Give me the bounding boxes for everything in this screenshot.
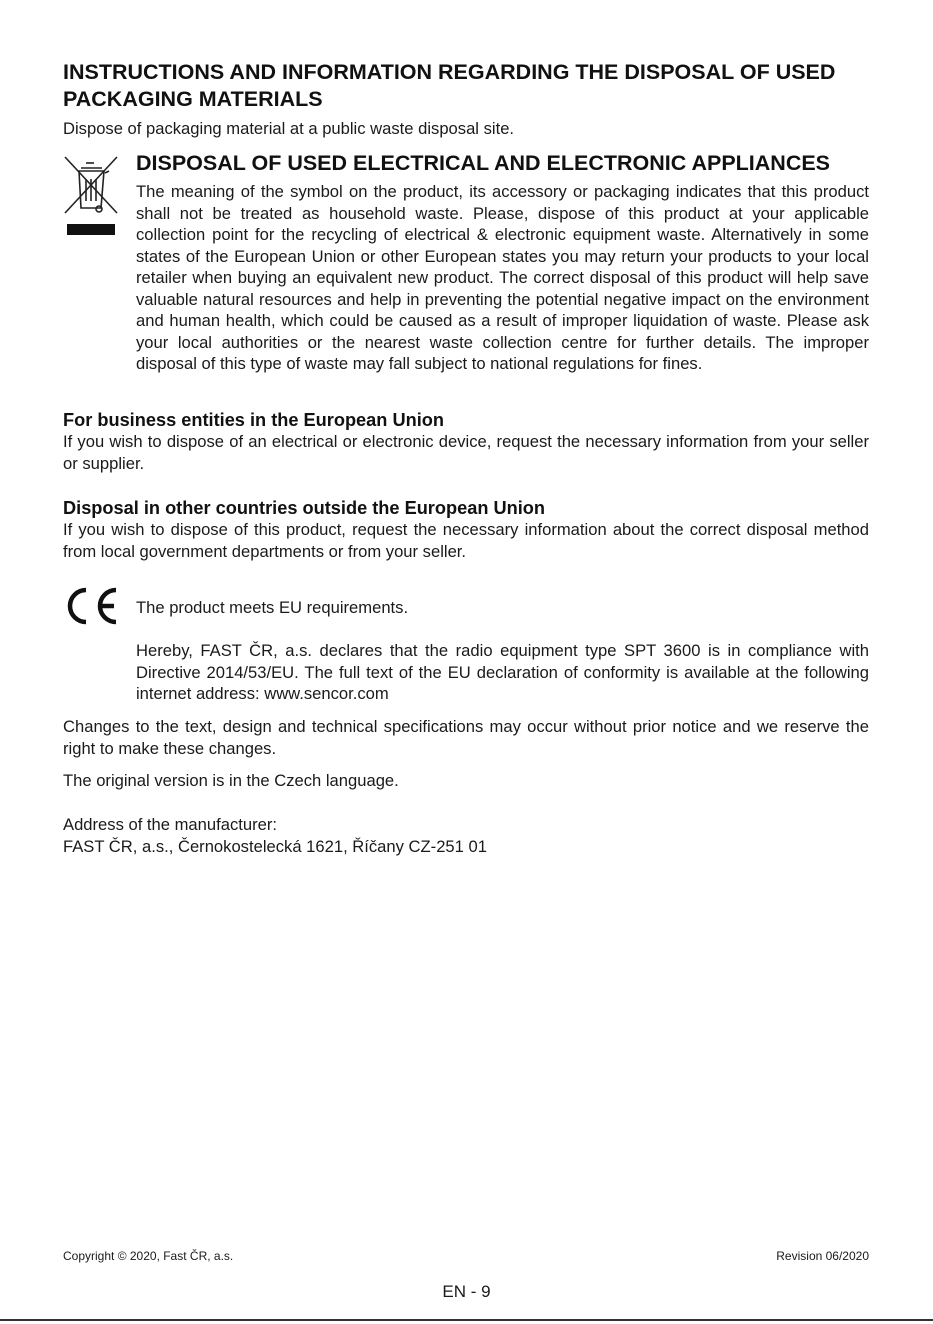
weee-heading: DISPOSAL OF USED ELECTRICAL AND ELECTRONIC APPLIANCES: [136, 151, 831, 175]
ce-declaration-text: Hereby, FAST ČR, a.s. declares that the radio equipment type SPT 3600 is in compliance with Directive 2014/53/EU. The full text of the EU declaration of conformity is available at the following internet address: www.sencor.com: [136, 641, 869, 703]
manufacturer-address: FAST ČR, a.s., Černokostelecká 1621, Říčany CZ-251 01: [63, 837, 487, 856]
revision-text: Revision 06/2020: [776, 1249, 869, 1263]
business-eu-heading: For business entities in the European Union: [63, 410, 444, 430]
business-eu-text: If you wish to dispose of an electrical or electronic device, request the necessary information from your seller or supplier.: [63, 432, 869, 473]
original-version-text: The original version is in the Czech language.: [63, 771, 399, 790]
manufacturer-label: Address of the manufacturer:: [63, 815, 277, 834]
crossed-out-wheelie-bin-icon: [62, 155, 120, 237]
weee-text: The meaning of the symbol on the product, its accessory or packaging indicates that this product shall not be treated as household waste. Please, dispose of this product at your applicable collection point for the recycling of electrical & electronic equipment waste. Alternatively in some states of the European Union or other European states you may return your products to your local retailer when buying an equivalent new product. The correct disposal of this product will help save valuable natural resources and help in preventing the potential negative impact on the environment and human health, which could be caused as a result of improper liquidation of waste. Please ask your local authorities or the nearest waste collection centre for further details. The improper disposal of this type of waste may fall subject to national regulations for fines.: [136, 182, 869, 373]
outside-eu-text: If you wish to dispose of this product, request the necessary information about the correct disposal method from local government departments or from your seller.: [63, 520, 869, 561]
bottom-border: [0, 1319, 933, 1321]
outside-eu-heading: Disposal in other countries outside the European Union: [63, 498, 546, 518]
ce-meets-text: The product meets EU requirements.: [136, 598, 409, 617]
packaging-heading: INSTRUCTIONS AND INFORMATION REGARDING THE DISPOSAL OF USED PACKAGING MATERIALS: [63, 60, 836, 111]
ce-mark-icon: [64, 586, 122, 626]
packaging-text: Dispose of packaging material at a public waste disposal site.: [63, 119, 515, 138]
copyright-text: Copyright © 2020, Fast ČR, a.s.: [63, 1249, 234, 1263]
changes-text: Changes to the text, design and technical specifications may occur without prior notice and we reserve the right to make these changes.: [63, 717, 869, 758]
page-number: EN - 9: [442, 1282, 491, 1301]
